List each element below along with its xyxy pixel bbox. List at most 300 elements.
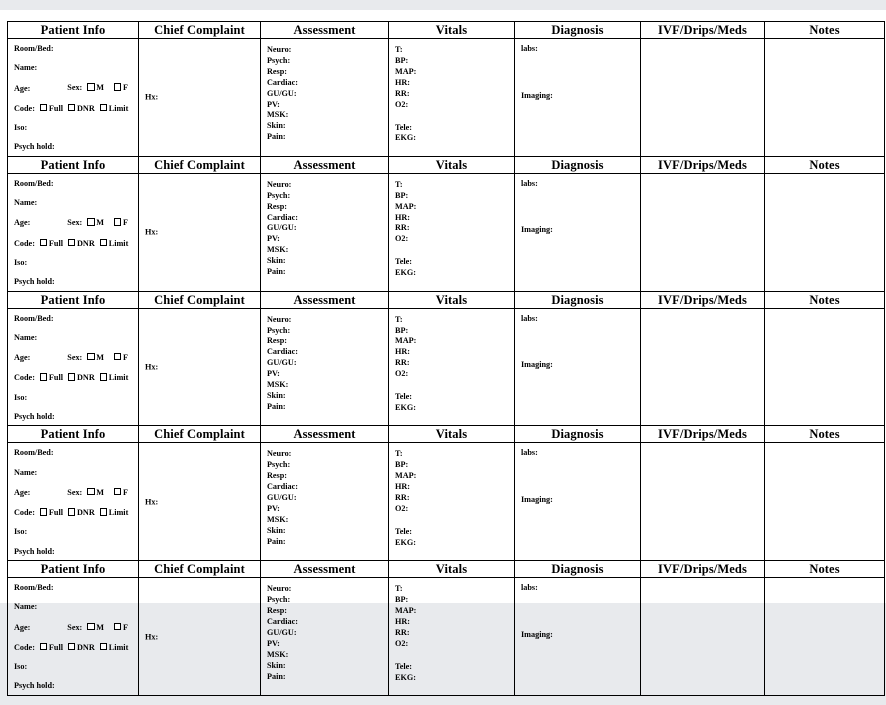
field-line: Tele: [395, 257, 412, 267]
checkbox-code-limit[interactable] [100, 508, 107, 515]
field-labs: labs: [521, 448, 538, 458]
field-name: Name: [14, 602, 38, 612]
patient-info-group [8, 39, 138, 156]
field-line: HR: [395, 482, 411, 492]
cell-notes[interactable] [765, 308, 885, 426]
checkbox-code-full[interactable] [40, 643, 47, 650]
field-labs: labs: [521, 44, 538, 53]
cell-chief-complaint[interactable] [139, 308, 261, 426]
field-sex-label: Sex: [67, 353, 83, 363]
field-line: RR: [395, 358, 410, 368]
field-line: Resp: [267, 471, 288, 481]
field-sex-female-label: F [122, 487, 128, 497]
checkbox-code-limit[interactable] [100, 373, 107, 380]
ivf-drips-meds-content [641, 174, 764, 301]
field-code-label: Code: [14, 373, 35, 383]
column-header-patient-info: Patient Info [8, 156, 139, 173]
field-code-status [14, 239, 132, 249]
field-line: HR: [395, 347, 411, 357]
field-hx: Hx: [145, 497, 159, 507]
field-line: O2: [395, 369, 409, 379]
checkbox-sex-male[interactable] [87, 353, 94, 360]
checkbox-code-full[interactable] [40, 104, 47, 111]
field-age-label: Age: [14, 622, 31, 632]
field-code-label: Code: [14, 238, 35, 248]
cell-chief-complaint[interactable] [139, 173, 261, 291]
cell-ivf-drips-meds[interactable] [641, 443, 765, 561]
field-code-dnr-label: DNR [77, 508, 95, 518]
notes-content [765, 309, 884, 436]
checkbox-code-limit[interactable] [100, 239, 107, 246]
field-line: O2: [395, 99, 409, 109]
field-iso: Iso: [14, 527, 28, 537]
field-hx: Hx: [145, 632, 159, 642]
field-line: T: [395, 449, 403, 459]
field-sex-label: Sex: [67, 83, 83, 93]
column-header-vitals: Vitals [389, 22, 515, 39]
notes-content [765, 174, 884, 301]
field-line: Resp: [267, 201, 288, 211]
cell-diagnosis[interactable] [515, 578, 641, 696]
vitals-group [389, 443, 514, 552]
field-line: Pain: [267, 132, 286, 142]
field-line: Tele: [395, 122, 412, 132]
checkbox-code-dnr[interactable] [68, 104, 75, 111]
field-line: Tele: [395, 526, 412, 536]
field-line: O2: [395, 503, 409, 513]
checkbox-code-limit[interactable] [100, 643, 107, 650]
diagnosis-group [515, 443, 640, 508]
field-age-sex [14, 83, 132, 93]
field-line: Tele: [395, 392, 412, 402]
field-sex-label: Sex: [67, 622, 83, 632]
chief-complaint-group [139, 578, 260, 695]
field-line: Cardiac: [267, 616, 298, 626]
column-header-chief-complaint: Chief Complaint [139, 22, 261, 39]
cell-assessment[interactable] [261, 39, 389, 157]
column-header-chief-complaint: Chief Complaint [139, 156, 261, 173]
field-iso: Iso: [14, 257, 28, 267]
column-header-assessment: Assessment [261, 426, 389, 443]
column-header-notes: Notes [765, 156, 885, 173]
vitals-primary [395, 315, 508, 379]
cell-assessment[interactable] [261, 578, 389, 696]
field-line: Skin: [267, 660, 286, 670]
field-sex-male-label: M [96, 353, 104, 363]
vitals-primary [395, 584, 508, 648]
assessment-group [261, 578, 388, 686]
patient-record-row [8, 578, 885, 696]
diagnosis-group [515, 174, 640, 239]
field-line: GU/GU: [267, 223, 297, 233]
field-line: PV: [267, 503, 280, 513]
notes-content [765, 39, 884, 166]
field-age-label: Age: [14, 218, 31, 228]
vitals-group [389, 174, 514, 283]
chief-complaint-group [139, 309, 260, 426]
patient-record-row [8, 308, 885, 426]
field-line: T: [395, 584, 403, 594]
checkbox-sex-male[interactable] [87, 623, 94, 630]
column-header-patient-info: Patient Info [8, 291, 139, 308]
checkbox-code-full[interactable] [40, 239, 47, 246]
field-psych-hold: Psych hold: [14, 546, 55, 556]
cell-diagnosis[interactable] [515, 308, 641, 426]
field-line: Neuro: [267, 449, 292, 459]
field-sex-group [67, 488, 132, 498]
cell-diagnosis[interactable] [515, 443, 641, 561]
field-code-limit-label: Limit [108, 643, 129, 653]
field-line: MSK: [267, 380, 289, 390]
checkbox-code-dnr[interactable] [68, 373, 75, 380]
chief-complaint-group [139, 443, 260, 560]
field-line: Psych: [267, 595, 291, 605]
column-header-diagnosis: Diagnosis [515, 22, 641, 39]
column-header-patient-info: Patient Info [8, 22, 139, 39]
field-line: MSK: [267, 245, 289, 255]
field-line: PV: [267, 99, 280, 109]
patient-record-row [8, 39, 885, 157]
field-sex-label: Sex: [67, 487, 83, 497]
field-line: BP: [395, 460, 409, 470]
cell-patient-info[interactable] [8, 578, 139, 696]
field-code-limit-label: Limit [108, 103, 129, 113]
chief-complaint-group [139, 39, 260, 156]
document-page [0, 10, 886, 691]
field-age-label: Age: [14, 353, 31, 363]
vitals-primary [395, 180, 508, 244]
field-iso: Iso: [14, 392, 28, 402]
column-header-assessment: Assessment [261, 22, 389, 39]
checkbox-code-limit[interactable] [100, 104, 107, 111]
cell-chief-complaint[interactable] [139, 578, 261, 696]
field-line: Resp: [267, 66, 288, 76]
field-line: Skin: [267, 390, 286, 400]
column-header-patient-info: Patient Info [8, 426, 139, 443]
cell-chief-complaint[interactable] [139, 39, 261, 157]
cell-diagnosis[interactable] [515, 39, 641, 157]
vitals-secondary [395, 527, 508, 547]
checkbox-code-dnr[interactable] [68, 508, 75, 515]
column-header-diagnosis: Diagnosis [515, 561, 641, 578]
column-header-row [8, 156, 885, 173]
field-sex-female-label: F [122, 218, 128, 228]
field-line: BP: [395, 595, 409, 605]
field-line: Psych: [267, 460, 291, 470]
cell-ivf-drips-meds[interactable] [641, 173, 765, 291]
field-sex-label: Sex: [67, 218, 83, 228]
notes-content [765, 443, 884, 570]
column-header-ivf-drips-meds: IVF/Drips/Meds [641, 561, 765, 578]
field-line: Resp: [267, 606, 288, 616]
field-code-status [14, 104, 132, 114]
field-age-sex [14, 623, 132, 633]
column-header-ivf-drips-meds: IVF/Drips/Meds [641, 156, 765, 173]
cell-vitals[interactable] [389, 308, 515, 426]
cell-chief-complaint[interactable] [139, 443, 261, 561]
field-line: Psych: [267, 190, 291, 200]
field-line: PV: [267, 234, 280, 244]
column-header-chief-complaint: Chief Complaint [139, 426, 261, 443]
checkbox-code-full[interactable] [40, 508, 47, 515]
field-name: Name: [14, 63, 38, 73]
column-header-assessment: Assessment [261, 291, 389, 308]
vitals-secondary [395, 123, 508, 143]
column-header-row [8, 561, 885, 578]
field-iso: Iso: [14, 123, 28, 132]
field-code-dnr-label: DNR [77, 643, 95, 653]
field-code-full-label: Full [48, 508, 64, 518]
field-line: MAP: [395, 66, 417, 76]
checkbox-code-dnr[interactable] [68, 643, 75, 650]
checkbox-sex-female[interactable] [114, 623, 121, 630]
field-line: RR: [395, 88, 410, 98]
field-imaging: Imaging: [521, 225, 553, 235]
vitals-group [389, 309, 514, 418]
cell-patient-info[interactable] [8, 173, 139, 291]
column-header-ivf-drips-meds: IVF/Drips/Meds [641, 291, 765, 308]
cell-ivf-drips-meds[interactable] [641, 39, 765, 157]
field-line: Neuro: [267, 45, 292, 54]
column-header-chief-complaint: Chief Complaint [139, 561, 261, 578]
ivf-drips-meds-content [641, 443, 764, 570]
cell-ivf-drips-meds[interactable] [641, 308, 765, 426]
field-line: PV: [267, 369, 280, 379]
field-age-label: Age: [14, 487, 31, 497]
column-header-diagnosis: Diagnosis [515, 426, 641, 443]
field-line: MSK: [267, 649, 289, 659]
field-line: Cardiac: [267, 77, 298, 87]
field-hx: Hx: [145, 92, 159, 102]
field-hx: Hx: [145, 362, 159, 372]
field-code-full-label: Full [48, 643, 64, 653]
field-line: O2: [395, 234, 409, 244]
vitals-group [389, 39, 514, 148]
cell-notes[interactable] [765, 443, 885, 561]
field-code-limit-label: Limit [108, 373, 129, 383]
ivf-drips-meds-content [641, 39, 764, 166]
cell-assessment[interactable] [261, 308, 389, 426]
patient-info-group [8, 309, 138, 426]
column-header-notes: Notes [765, 291, 885, 308]
field-line: Resp: [267, 336, 288, 346]
checkbox-code-dnr[interactable] [68, 239, 75, 246]
field-labs: labs: [521, 313, 538, 323]
field-sex-female-label: F [122, 353, 128, 363]
assessment-group [261, 443, 388, 551]
field-room-bed: Room/Bed: [14, 583, 54, 593]
patient-table [7, 21, 885, 696]
field-age-sex [14, 353, 132, 363]
field-name: Name: [14, 332, 38, 342]
field-room-bed: Room/Bed: [14, 178, 54, 188]
checkbox-code-full[interactable] [40, 373, 47, 380]
diagnosis-group [515, 39, 640, 104]
assessment-group [261, 174, 388, 282]
field-code-status [14, 508, 132, 518]
cell-vitals[interactable] [389, 173, 515, 291]
field-psych-hold: Psych hold: [14, 411, 55, 421]
field-line: Pain: [267, 536, 286, 546]
field-room-bed: Room/Bed: [14, 313, 54, 323]
field-line: Pain: [267, 671, 286, 681]
field-line: MAP: [395, 336, 417, 346]
field-name: Name: [14, 467, 38, 477]
field-line: HR: [395, 212, 411, 222]
column-header-ivf-drips-meds: IVF/Drips/Meds [641, 22, 765, 39]
field-psych-hold: Psych hold: [14, 142, 55, 152]
field-psych-hold: Psych hold: [14, 277, 55, 287]
field-line: HR: [395, 77, 411, 87]
field-code-full-label: Full [48, 103, 64, 113]
field-sex-group [67, 353, 132, 363]
field-line: Neuro: [267, 179, 292, 189]
patient-record-row [8, 443, 885, 561]
column-header-diagnosis: Diagnosis [515, 156, 641, 173]
vitals-secondary [395, 662, 508, 682]
field-room-bed: Room/Bed: [14, 448, 54, 458]
cell-notes[interactable] [765, 173, 885, 291]
field-line: MAP: [395, 471, 417, 481]
column-header-notes: Notes [765, 426, 885, 443]
field-code-status [14, 373, 132, 383]
field-code-dnr-label: DNR [77, 103, 95, 113]
field-code-dnr-label: DNR [77, 238, 95, 248]
field-sex-male-label: M [96, 622, 104, 632]
field-line: GU/GU: [267, 627, 297, 637]
cell-notes[interactable] [765, 39, 885, 157]
vitals-group [389, 578, 514, 687]
field-line: Pain: [267, 401, 286, 411]
field-code-full-label: Full [48, 238, 64, 248]
patient-info-group [8, 578, 138, 695]
checkbox-sex-female[interactable] [114, 83, 121, 90]
field-line: MSK: [267, 514, 289, 524]
ivf-drips-meds-content [641, 578, 764, 705]
field-imaging: Imaging: [521, 90, 553, 100]
field-labs: labs: [521, 583, 538, 593]
cell-diagnosis[interactable] [515, 173, 641, 291]
field-line: Neuro: [267, 314, 292, 324]
cell-patient-info[interactable] [8, 308, 139, 426]
cell-vitals[interactable] [389, 443, 515, 561]
field-sex-male-label: M [96, 487, 104, 497]
field-line: EKG: [395, 672, 416, 682]
field-name: Name: [14, 198, 38, 208]
field-line: O2: [395, 638, 409, 648]
field-line: Skin: [267, 256, 286, 266]
column-header-vitals: Vitals [389, 426, 515, 443]
field-iso: Iso: [14, 662, 28, 672]
diagnosis-group [515, 309, 640, 374]
field-code-status [14, 643, 132, 653]
field-sex-female-label: F [122, 622, 128, 632]
field-line: Tele: [395, 661, 412, 671]
vitals-primary [395, 45, 508, 109]
cell-patient-info[interactable] [8, 443, 139, 561]
field-imaging: Imaging: [521, 360, 553, 370]
cell-vitals[interactable] [389, 39, 515, 157]
field-labs: labs: [521, 178, 538, 188]
cell-ivf-drips-meds[interactable] [641, 578, 765, 696]
field-sex-male-label: M [96, 83, 104, 93]
vitals-primary [395, 449, 508, 513]
field-line: RR: [395, 627, 410, 637]
field-line: MAP: [395, 606, 417, 616]
field-age-sex [14, 218, 132, 228]
field-line: MSK: [267, 110, 289, 120]
cell-patient-info[interactable] [8, 39, 139, 157]
column-header-notes: Notes [765, 22, 885, 39]
field-line: T: [395, 45, 403, 54]
field-code-label: Code: [14, 103, 35, 113]
vitals-secondary [395, 392, 508, 412]
field-line: Skin: [267, 525, 286, 535]
notes-content [765, 578, 884, 705]
field-psych-hold: Psych hold: [14, 681, 55, 691]
patient-handoff-sheet [7, 21, 884, 696]
field-line: RR: [395, 223, 410, 233]
field-line: BP: [395, 325, 409, 335]
field-code-label: Code: [14, 643, 35, 653]
field-code-dnr-label: DNR [77, 373, 95, 383]
field-code-full-label: Full [48, 373, 64, 383]
field-line: Psych: [267, 325, 291, 335]
checkbox-sex-female[interactable] [114, 353, 121, 360]
diagnosis-group [515, 578, 640, 643]
field-line: Psych: [267, 55, 291, 65]
field-code-limit-label: Limit [108, 238, 129, 248]
checkbox-sex-female[interactable] [114, 488, 121, 495]
field-line: PV: [267, 638, 280, 648]
field-line: BP: [395, 55, 409, 65]
field-line: GU/GU: [267, 493, 297, 503]
field-line: Cardiac: [267, 212, 298, 222]
cell-assessment[interactable] [261, 443, 389, 561]
column-header-diagnosis: Diagnosis [515, 291, 641, 308]
checkbox-sex-female[interactable] [114, 218, 121, 225]
column-header-assessment: Assessment [261, 156, 389, 173]
field-imaging: Imaging: [521, 629, 553, 639]
patient-info-group [8, 174, 138, 291]
cell-notes[interactable] [765, 578, 885, 696]
checkbox-sex-male[interactable] [87, 83, 94, 90]
cell-assessment[interactable] [261, 173, 389, 291]
field-line: Cardiac: [267, 482, 298, 492]
field-code-label: Code: [14, 508, 35, 518]
field-line: EKG: [395, 537, 416, 547]
column-header-vitals: Vitals [389, 561, 515, 578]
vitals-secondary [395, 257, 508, 277]
field-line: MAP: [395, 201, 417, 211]
field-line: EKG: [395, 268, 416, 278]
checkbox-sex-male[interactable] [87, 488, 94, 495]
column-header-patient-info: Patient Info [8, 561, 139, 578]
chief-complaint-group [139, 174, 260, 291]
field-line: BP: [395, 190, 409, 200]
field-line: RR: [395, 493, 410, 503]
cell-vitals[interactable] [389, 578, 515, 696]
patient-record-row [8, 173, 885, 291]
field-age-label: Age: [14, 83, 31, 93]
checkbox-sex-male[interactable] [87, 218, 94, 225]
field-line: Pain: [267, 267, 286, 277]
column-header-row [8, 22, 885, 39]
field-hx: Hx: [145, 227, 159, 237]
column-header-row [8, 291, 885, 308]
field-sex-female-label: F [122, 83, 128, 93]
field-sex-group [67, 218, 132, 228]
